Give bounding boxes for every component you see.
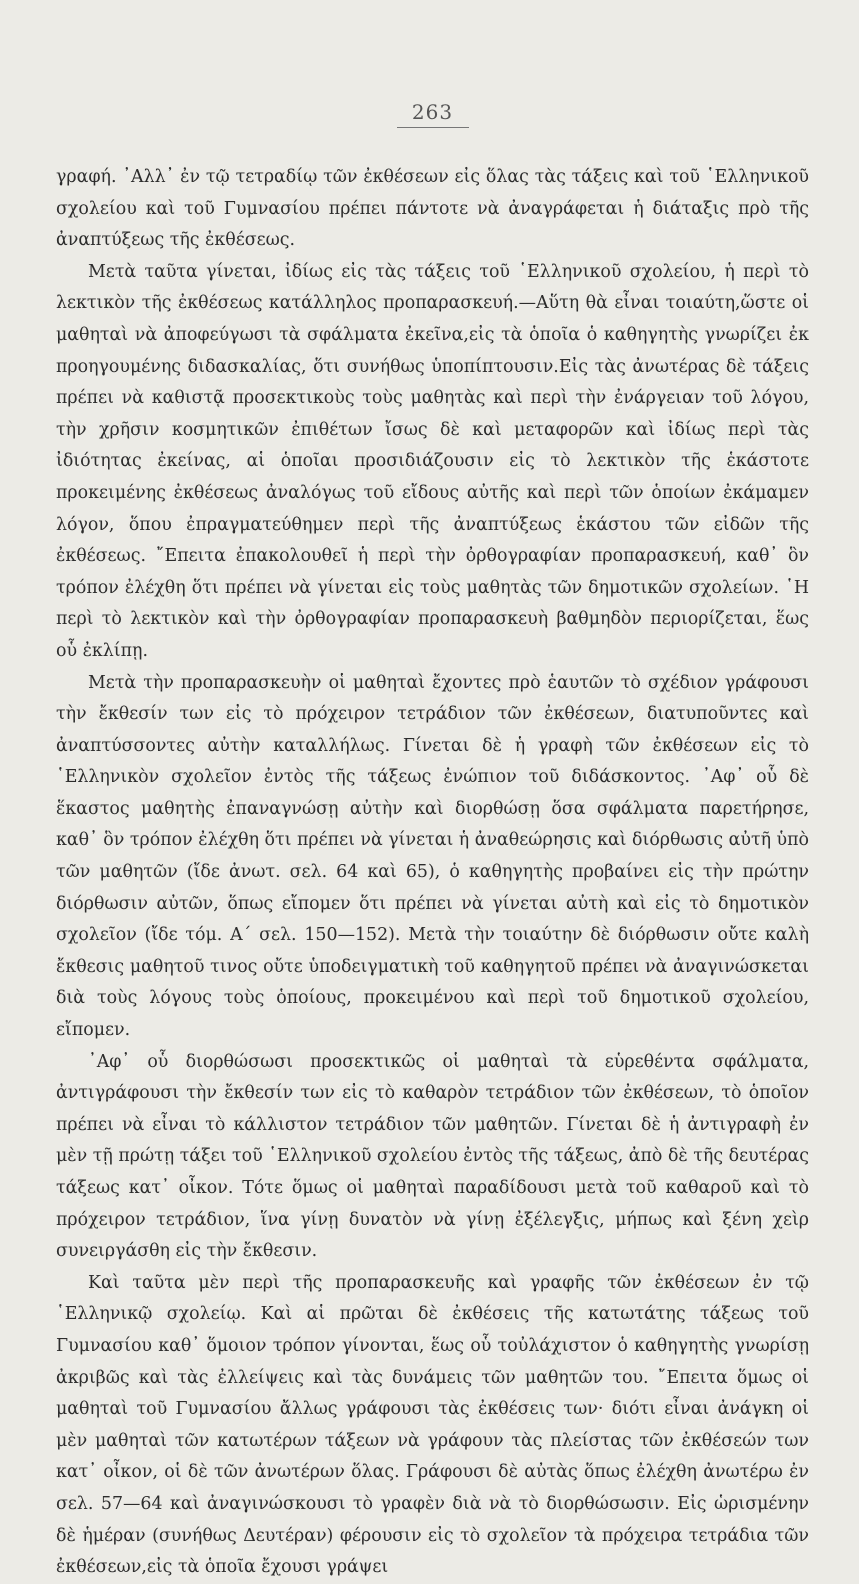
paragraph-continuation: γραφή. ᾽Αλλ᾽ ἐν τῷ τετραδίῳ τῶν ἐκθέσεων εἰς ὅλας τὰς τάξεις καὶ τοῦ ῾Ελληνικοῦ σχολείου καὶ τοῦ Γυμνασίου πρέπει πάντοτε νὰ ἀναγράφεται ἡ διάταξις πρὸ τῆς ἀναπτύξεως τῆς ἐκθέσεως.: [56, 167, 809, 251]
paragraph-writing: Μετὰ τὴν προπαρασκευὴν οἱ μαθηταὶ ἔχοντες πρὸ ἑαυτῶν τὸ σχέδιον γράφουσι τὴν ἔκθεσίν των εἰς τὸ πρόχειρον τετράδιον τῶν ἐκθέσεων, διατυποῦντες καὶ ἀναπτύσσοντες αὐτὴν καταλλήλως. Γίνεται δὲ ἡ γραφὴ τῶν ἐκθέσεων εἰς τὸ ῾Ελληνικὸν σχολεῖον ἐντὸς τῆς τάξεως ἐνώπιον τοῦ διδάσκοντος. ᾽Αφ᾽ οὗ δὲ ἕκαστος μαθητὴς ἐπαναγνώσῃ αὐτὴν καὶ διορθώσῃ ὅσα σφάλματα παρετήρησε, καθ᾽ ὃν τρόπον ἐλέχθη ὅτι πρέπει νὰ γίνεται ἡ ἀναθεώρησις καὶ διόρθωσις αὐτῆ ὑπὸ τῶν μαθητῶν (ἴδε ἀνωτ. σελ. 64 καὶ 65), ὁ καθηγητὴς προβαίνει εἰς τὴν πρώτην διόρθωσιν αὐτῶν, ὅπως εἴπομεν ὅτι πρέπει νὰ γίνεται αὐτὴ καὶ εἰς τὸ δημοτικὸν σχολεῖον (ἴδε τόμ. Α´ σελ. 150—152). Μετὰ τὴν τοιαύτην δὲ διόρθωσιν οὔτε καλὴ ἔκθεσις μαθητοῦ τινος οὔτε ὑποδειγματικὴ τοῦ καθηγητοῦ πρέπει νὰ ἀναγινώσκεται διὰ τοὺς λόγους τοὺς ὁποίους, προκειμένου καὶ περὶ τοῦ δημοτικοῦ σχολείου, εἴπομεν.: [56, 672, 809, 1041]
page-number: [56, 100, 809, 128]
page-number-underline: [397, 127, 469, 128]
page-number-text: 263: [411, 100, 454, 124]
paragraph-preparation: Μετὰ ταῦτα γίνεται, ἰδίως εἰς τὰς τάξεις τοῦ ῾Ελληνικοῦ σχολείου, ἡ περὶ τὸ λεκτικὸν τῆς ἐκθέσεως κατάλληλος προπαρασκευή.—Αὕτη θὰ εἶναι τοιαύτη,ὥστε οἱ μαθηταὶ νὰ ἀποφεύγωσι τὰ σφάλματα ἐκεῖνα,εἰς τὰ ὁποῖα ὁ καθηγητὴς γνωρίζει ἐκ προηγουμένης διδασκαλίας, ὅτι συνήθως ὑποπίπτουσιν.Εἰς τὰς ἀνωτέρας δὲ τάξεις πρέπει νὰ καθιστᾷ προσεκτικοὺς τοὺς μαθητὰς καὶ περὶ τὴν ἐνάργειαν τοῦ λόγου, τὴν χρῆσιν κοσμητικῶν ἐπιθέτων ἴσως δὲ καὶ μεταφορῶν καὶ ἰδίως περὶ τὰς ἰδιότητας ἐκείνας, αἱ ὁποῖαι προσιδιάζουσιν εἰς τὸ λεκτικὸν τῆς ἑκάστοτε προκειμένης ἐκθέσεως ἀναλόγως τοῦ εἴδους αὐτῆς καὶ περὶ τῶν ὁποίων ἐκάμαμεν λόγον, ὅπου ἐπραγματεύθημεν περὶ τῆς ἀναπτύξεως ἑκάστου τῶν εἰδῶν τῆς ἐκθέσεως. ῎Επειτα ἐπακολουθεῖ ἡ περὶ τὴν ὀρθογραφίαν προπαρασκευή, καθ᾽ ὃν τρόπον ἐλέχθη ὅτι πρέπει νὰ γίνεται εἰς τοὺς μαθητὰς τῶν δημοτικῶν σχολείων. ῾Η περὶ τὸ λεκτικὸν καὶ τὴν ὀρθογραφίαν προπαρασκευὴ βαθμηδὸν περιορίζεται, ἕως οὗ ἐκλίπῃ.: [56, 261, 809, 661]
body-text: [56, 162, 809, 1584]
paragraph-copying: ᾽Αφ᾽ οὗ διορθώσωσι προσεκτικῶς οἱ μαθηταὶ τὰ εὑρεθέντα σφάλματα, ἀντιγράφουσι τὴν ἔκθεσίν των εἰς τὸ καθαρὸν τετράδιον τῶν ἐκθέσεων, τὸ ὁποῖον πρέπει νὰ εἶναι τὸ κάλλιστον τετράδιον τῶν μαθητῶν. Γίνεται δὲ ἡ ἀντιγραφὴ ἐν μὲν τῇ πρώτῃ τάξει τοῦ ῾Ελληνικοῦ σχολείου ἐντὸς τῆς τάξεως, ἀπὸ δὲ τῆς δευτέρας τάξεως κατ᾽ οἶκον. Τότε ὅμως οἱ μαθηταὶ παραδίδουσι μετὰ τοῦ καθαροῦ καὶ τὸ πρόχειρον τετράδιον, ἵνα γίνῃ δυνατὸν νὰ γίνῃ ἐξέλεγξις, μήπως καὶ ξένη χεὶρ συνειργάσθη εἰς τὴν ἔκθεσιν.: [56, 1051, 809, 1262]
paragraph-gymnasium: Καὶ ταῦτα μὲν περὶ τῆς προπαρασκευῆς καὶ γραφῆς τῶν ἐκθέσεων ἐν τῷ ῾Ελληνικῷ σχολείῳ. Καὶ αἱ πρῶται δὲ ἐκθέσεις τῆς κατωτάτης τάξεως τοῦ Γυμνασίου καθ᾽ ὅμοιον τρόπον γίνονται, ἕως οὗ τοὐλάχιστον ὁ καθηγητὴς γνωρίσῃ ἀκριβῶς καὶ τὰς ἐλλείψεις καὶ τὰς δυνάμεις τῶν μαθητῶν του. ῎Επειτα ὅμως οἱ μαθηταὶ τοῦ Γυμνασίου ἄλλως γράφουσι τὰς ἐκθέσεις των· διότι εἶναι ἀνάγκη οἱ μὲν μαθηταὶ τῶν κατωτέρων τάξεων νὰ γράφουν τὰς πλείστας τῶν ἐκθέσεών των κατ᾽ οἶκον, οἱ δὲ τῶν ἀνωτέρων ὅλας. Γράφουσι δὲ αὐτὰς ὅπως ἐλέχθη ἀνωτέρω ἐν σελ. 57—64 καὶ ἀναγινώσκουσι τὸ γραφὲν διὰ νὰ τὸ διορθώσωσιν. Εἰς ὡρισμένην δὲ ἡμέραν (συνήθως Δευτέραν) φέρουσιν εἰς τὸ σχολεῖον τὰ πρόχειρα τετράδια τῶν ἐκθέσεων,εἰς τὰ ὁποῖα ἔχουσι γράψει: [56, 1272, 809, 1578]
